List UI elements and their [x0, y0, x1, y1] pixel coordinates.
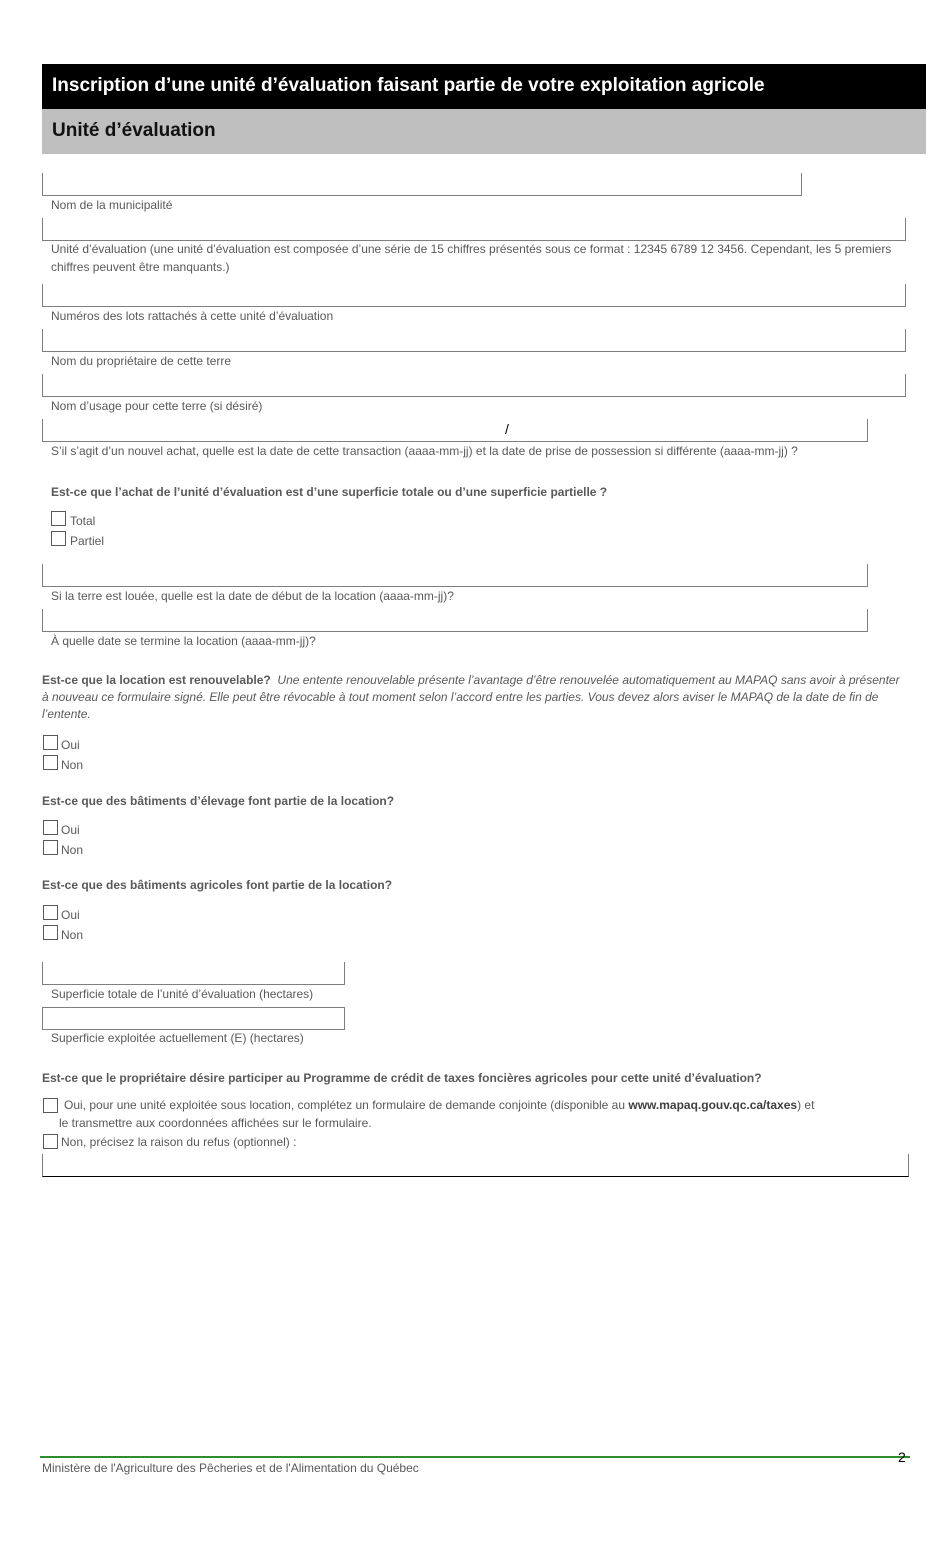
- superficie-question: Est-ce que l’achat de l’unité d’évaluation est d’une superficie totale ou d’une superficie partielle ?: [51, 485, 608, 499]
- mapaq-link[interactable]: www.mapaq.gouv.qc.ca/taxes: [628, 1098, 798, 1112]
- elevage-non-label: Non: [61, 843, 84, 857]
- elevage-oui-checkbox[interactable]: [43, 820, 58, 835]
- unite-evaluation-label: Unité d’évaluation (une unité d’évaluation est composée d’une série de 15 chiffres présentés sous ce format : 12345 6789 12 3456. Cependant, les 5 premiers chiffres peuvent être manquants.): [51, 242, 892, 274]
- section-title: Unité d’évaluation: [42, 109, 926, 154]
- proprietaire-input[interactable]: [42, 329, 906, 352]
- credit-oui-label-line2: le transmettre aux coordonnées affichées sur le formulaire.: [59, 1116, 372, 1130]
- partiel-checkbox[interactable]: [51, 531, 66, 546]
- superficie-totale-input[interactable]: [42, 962, 345, 985]
- renouvelable-non-checkbox[interactable]: [43, 755, 58, 770]
- elevage-non-checkbox[interactable]: [43, 840, 58, 855]
- page-number: 2: [898, 1449, 906, 1465]
- debut-location-input[interactable]: [42, 564, 868, 587]
- date-achat-label: S’il s’agit d’un nouvel achat, quelle est la date de cette transaction (aaaa-mm-jj) et la date de prise de possession si différente (aaaa-mm-jj) ?: [51, 444, 798, 458]
- renouvelable-oui-checkbox[interactable]: [43, 735, 58, 750]
- renouvelable-note: Une entente renouvelable présente l’avantage d’être renouvelée automatiquement au MAPAQ sans avoir à présenter à nouveau ce formulaire signé. Elle peut être révocable à tout moment selon l’accord entre les parties. Vous devez alors aviser le MAPAQ de la date de fin de l’entente.: [42, 673, 900, 721]
- total-checkbox[interactable]: [51, 511, 66, 526]
- agricoles-oui-label: Oui: [61, 908, 80, 922]
- superficie-exploitee-input[interactable]: [42, 1007, 345, 1030]
- unite-evaluation-input[interactable]: [42, 218, 906, 241]
- superficie-exploitee-label: Superficie exploitée actuellement (E) (hectares): [51, 1031, 304, 1045]
- partiel-label: Partiel: [70, 534, 105, 548]
- usage-input[interactable]: [42, 374, 906, 397]
- agricoles-non-label: Non: [61, 928, 84, 942]
- renouvelable-question-text: Est-ce que la location est renouvelable?: [42, 673, 271, 687]
- credit-oui-text-end: ) et: [797, 1098, 815, 1112]
- footer-ministry: Ministère de l'Agriculture des Pêcheries et de l'Alimentation du Québec: [42, 1461, 419, 1475]
- superficie-totale-label: Superficie totale de l’unité d’évaluation (hectares): [51, 987, 314, 1001]
- lots-label: Numéros des lots rattachés à cette unité d’évaluation: [51, 309, 334, 323]
- credit-oui-label: [64, 1097, 814, 1113]
- renouvelable-question: [42, 672, 908, 723]
- elevage-oui-label: Oui: [61, 823, 80, 837]
- renouvelable-oui-label: Oui: [61, 738, 80, 752]
- debut-location-label: Si la terre est louée, quelle est la date de début de la location (aaaa-mm-jj)?: [51, 589, 454, 603]
- credit-non-label: Non, précisez la raison du refus (optionnel) :: [61, 1135, 297, 1149]
- credit-question: Est-ce que le propriétaire désire participer au Programme de crédit de taxes foncières agricoles pour cette unité d’évaluation?: [42, 1071, 762, 1085]
- fin-location-input[interactable]: [42, 609, 868, 632]
- credit-oui-text: Oui, pour une unité exploitée sous location, complétez un formulaire de demande conjointe (disponible au: [64, 1098, 629, 1112]
- date-achat-input[interactable]: [42, 419, 868, 442]
- footer-divider: [40, 1456, 910, 1458]
- date-separator: /: [505, 421, 509, 437]
- proprietaire-label: Nom du propriétaire de cette terre: [51, 354, 232, 368]
- fin-location-label: À quelle date se termine la location (aaaa-mm-jj)?: [51, 634, 316, 648]
- agricoles-question: Est-ce que des bâtiments agricoles font partie de la location?: [42, 878, 393, 892]
- refus-raison-input[interactable]: [42, 1154, 909, 1177]
- lots-input[interactable]: [42, 284, 906, 307]
- credit-non-checkbox[interactable]: [43, 1134, 58, 1149]
- credit-oui-checkbox[interactable]: [43, 1098, 58, 1113]
- municipalite-label: Nom de la municipalité: [51, 198, 173, 212]
- usage-label: Nom d’usage pour cette terre (si désiré): [51, 399, 263, 413]
- agricoles-oui-checkbox[interactable]: [43, 905, 58, 920]
- total-label: Total: [70, 514, 96, 528]
- municipalite-input[interactable]: [42, 173, 802, 196]
- form-title: Inscription d’une unité d’évaluation faisant partie de votre exploitation agricole: [42, 64, 926, 109]
- agricoles-non-checkbox[interactable]: [43, 925, 58, 940]
- renouvelable-non-label: Non: [61, 758, 84, 772]
- elevage-question: Est-ce que des bâtiments d’élevage font partie de la location?: [42, 794, 395, 808]
